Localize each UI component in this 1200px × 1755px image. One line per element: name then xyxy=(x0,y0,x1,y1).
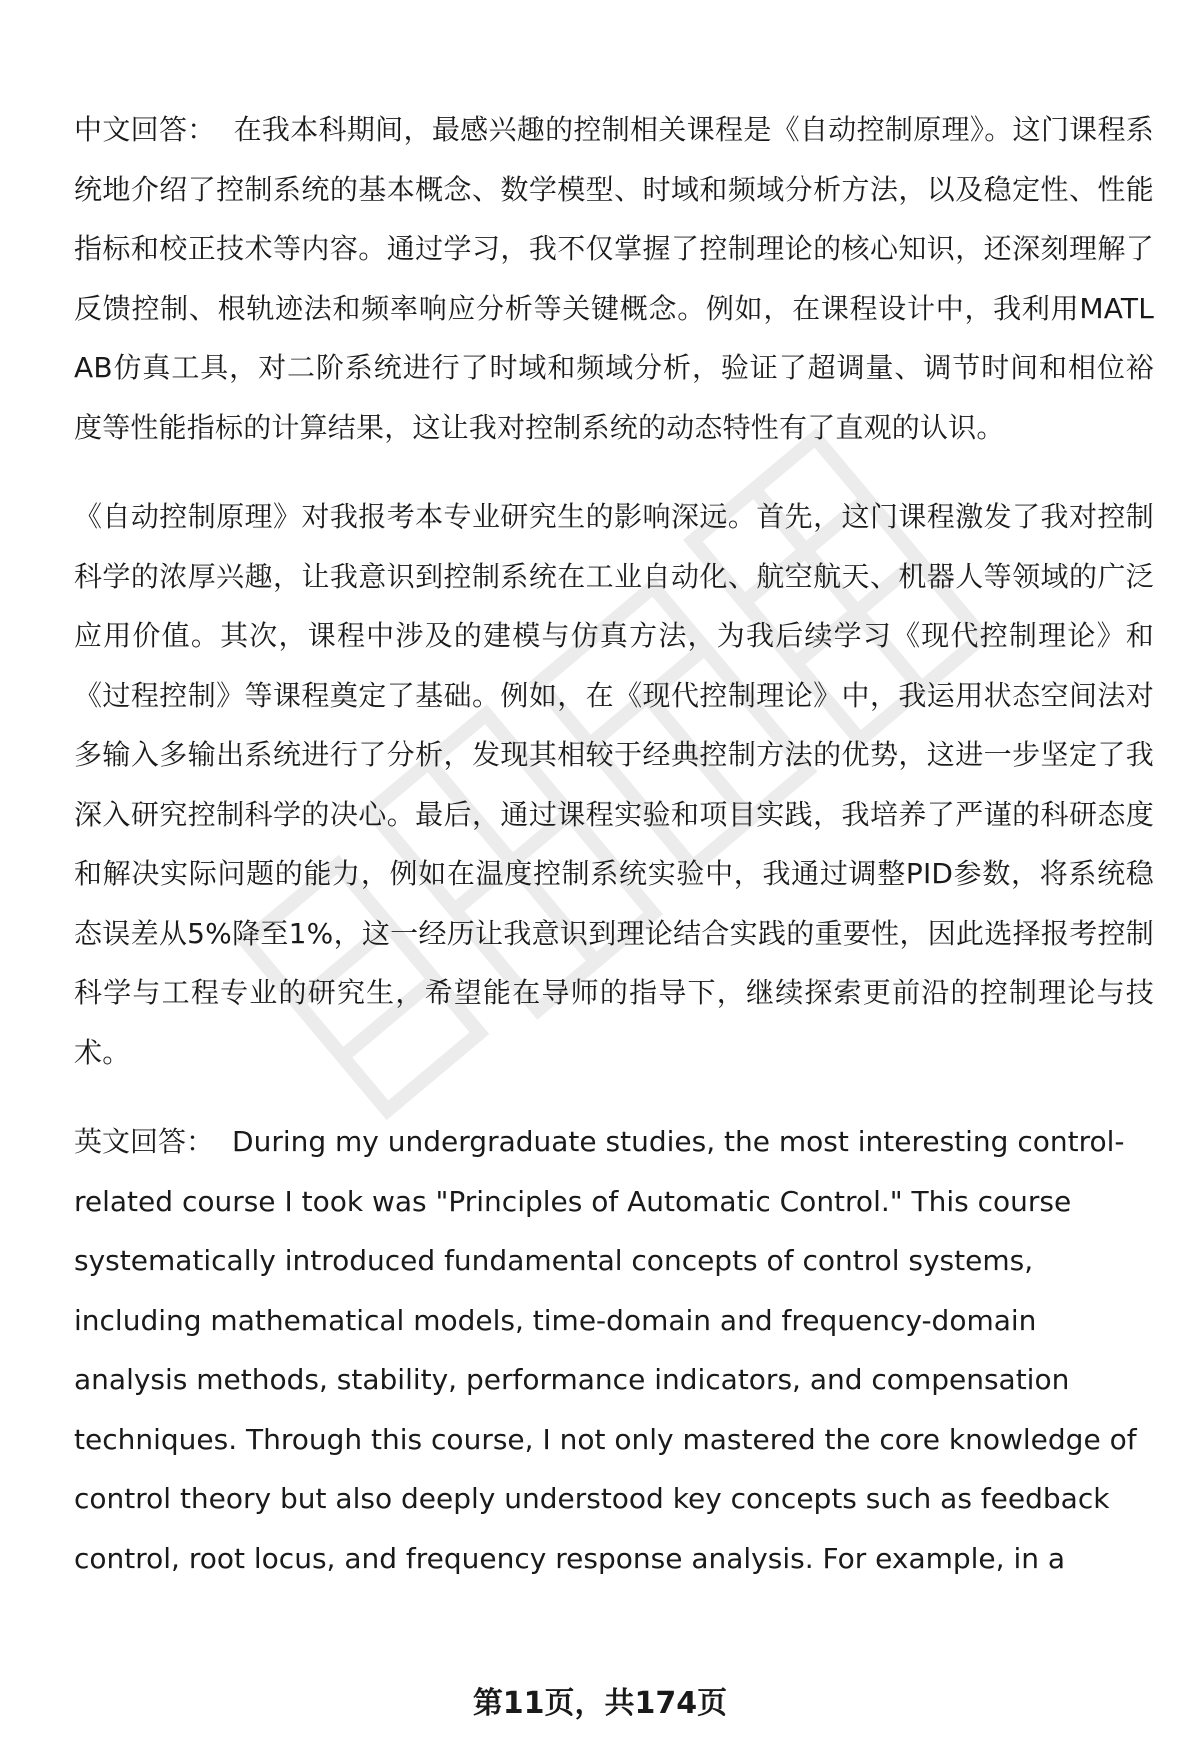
zh-answer-paragraph-1 xyxy=(74,100,1154,457)
en-answer-label: 英文回答： xyxy=(74,1125,215,1158)
en-answer-paragraph xyxy=(74,1112,1154,1588)
page-footer: 第11页，共174页 xyxy=(472,1686,728,1721)
en-answer-text: During my undergraduate studies, the most interesting control-related course I took was "Principles of Automatic Control." This course systematically introduced fundamental concepts of control systems, including mathematical models, time-domain and frequency-domain analysis methods, stability, performance indicators, and compensation techniques. Through this course, I not only mastered the core knowledge of control theory but also deeply understood key concepts such as feedback control, root locus, and frequency response analysis. For example, in a xyxy=(74,1125,1137,1575)
zh-answer-label: 中文回答： xyxy=(74,113,216,146)
zh-answer-text-2: 《自动控制原理》对我报考本专业研究生的影响深远。首先，这门课程激发了我对控制科学的浓厚兴趣，让我意识到控制系统在工业自动化、航空航天、机器人等领域的广泛应用价值。其次，课程中涉及的建模与仿真方法，为我后续学习《现代控制理论》和《过程控制》等课程奠定了基础。例如，在《现代控制理论》中，我运用状态空间法对多输入多输出系统进行了分析，发现其相较于经典控制方法的优势，这进一步坚定了我深入研究控制科学的决心。最后，通过课程实验和项目实践，我培养了严谨的科研态度和解决实际问题的能力，例如在温度控制系统实验中，我通过调整PID参数，将系统稳态误差从5%降至1%，这一经历让我意识到理论结合实践的重要性，因此选择报考控制科学与工程专业的研究生，希望能在导师的指导下，继续探索更前沿的控制理论与技术。 xyxy=(74,500,1154,1069)
zh-answer-text-1: 在我本科期间，最感兴趣的控制相关课程是《自动控制原理》。这门课程系统地介绍了控制系统的基本概念、数学模型、时域和频域分析方法，以及稳定性、性能指标和校正技术等内容。通过学习，我不仅掌握了控制理论的核心知识，还深刻理解了反馈控制、根轨迹法和频率响应分析等关键概念。例如，在课程设计中，我利用MATLAB仿真工具，对二阶系统进行了时域和频域分析，验证了超调量、调节时间和相位裕度等性能指标的计算结果，这让我对控制系统的动态特性有了直观的认识。 xyxy=(74,113,1154,444)
document-body xyxy=(74,100,1154,1618)
zh-answer-paragraph-2 xyxy=(74,487,1154,1082)
